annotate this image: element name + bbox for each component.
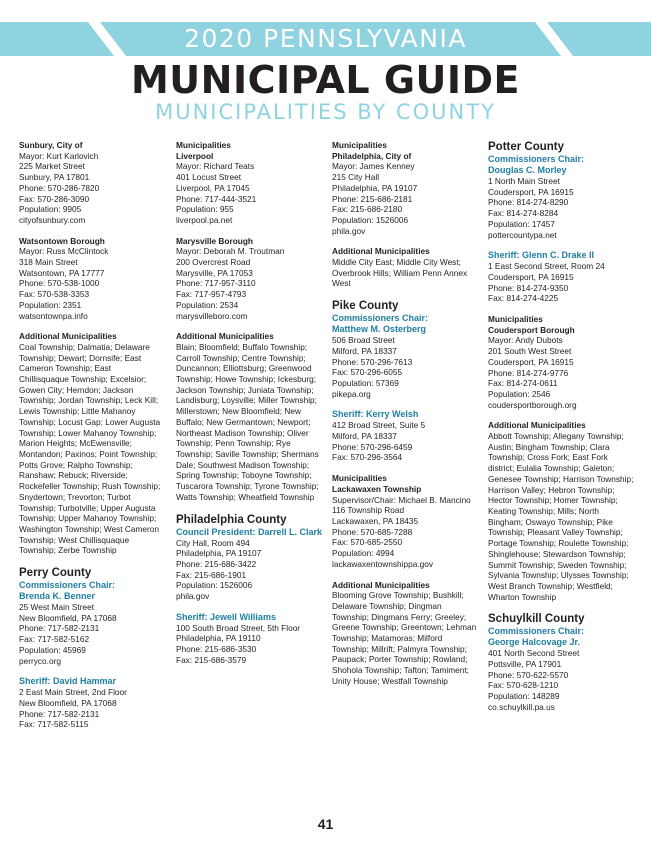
- entry-line: Population: 57369: [332, 377, 399, 388]
- phila-sheriff-entry: [176, 612, 324, 666]
- section-heading: Municipalities: [488, 314, 543, 325]
- chair-name: George Halcovage Jr.: [488, 637, 581, 648]
- entry-line: Fax: 570-685-2550: [332, 537, 403, 548]
- entry-line: Phone: 215-686-3422: [176, 558, 257, 569]
- schuylkill-chair-entry: [488, 626, 636, 712]
- entry-line: Phone: 717-957-3110: [176, 278, 256, 289]
- entry-line: cityofsunbury.com: [19, 214, 86, 225]
- entry-line: Fax: 570-628-1210: [488, 680, 559, 691]
- entry-line: Fax: 570-286-3090: [19, 193, 90, 204]
- potter-sheriff-entry: [488, 250, 636, 304]
- sunbury-entry: [19, 140, 162, 226]
- entry-line: Fax: 814-274-0611: [488, 378, 558, 389]
- entry-line: Phone: 215-686-3530: [176, 644, 257, 655]
- liverpool-entry: [176, 140, 324, 226]
- entry-name: Coudersport Borough: [488, 324, 575, 335]
- county-heading: Potter County: [488, 141, 565, 153]
- chair-label: Commissioners Chair:: [488, 154, 585, 164]
- entry-line: pottercountypa.net: [488, 229, 557, 240]
- section-heading: Additional Municipalities: [176, 331, 274, 342]
- entry-line: Fax: 814-274-4225: [488, 293, 559, 304]
- entry-line: Lackawaxen, PA 18435: [332, 515, 419, 526]
- county-heading: Pike County: [332, 300, 399, 313]
- entry-line: Fax: 717-582-5162: [19, 634, 90, 645]
- entry-line: Phone: 814-274-9776: [488, 367, 569, 378]
- county-heading: Perry County: [19, 567, 92, 580]
- entry-line: Phone: 570-296-6459: [332, 441, 413, 452]
- entry-line: Supervisor/Chair: Michael B. Mancino: [332, 494, 471, 505]
- entry-line: Fax: 215-686-1901: [176, 569, 247, 580]
- municipality-list: Coal Township; Dalmatia; Delaware Township; Dewart; Dornsife; East Cameron Township; East Chillisquaque Township; Excelsior; Gowen City; Herndon; Jackson Township; Jordan Township; Leck Kill; Lewis Township; Little Mahanoy Township; Locust Gap; Lower Augusta Township; Lower Mahanoy Township; Marion Heights; McEwensville; Montandon; Paxinos; Point Township; Potts Grove; Ralpho Township; Ranshaw; Rebuck; Riverside; Rockefeller Township; Rush Township; Snydertown; Trevorton; Turbot Township; Turbotville; Upper Augusta Township; Upper Mahanoy Township; Washington Township; West Cameron Township; West Chillisquaque Township; Zerbe Township: [19, 341, 161, 556]
- chair-label: Commissioners Chair:: [332, 313, 429, 324]
- entry-line: Milford, PA 18337: [332, 345, 397, 356]
- entry-line: Fax: 717-957-4793: [176, 289, 247, 300]
- entry-line: New Bloomfield, PA 17068: [19, 697, 117, 708]
- entry-name: Philadelphia, City of: [332, 150, 412, 161]
- column-4: [488, 140, 636, 723]
- section-heading: Municipalities: [176, 140, 231, 150]
- page-number: 41: [317, 816, 334, 832]
- entry-name: Marysville Borough: [176, 235, 253, 246]
- entry-line: Population: 17457: [488, 218, 555, 229]
- county-heading: Philadelphia County: [176, 513, 287, 526]
- entry-line: Watsontown, PA 17777: [19, 267, 105, 278]
- entry-line: Population: 1526006: [176, 580, 253, 591]
- entry-line: 412 Broad Street, Suite 5: [332, 420, 426, 431]
- entry-line: Coudersport, PA 16915: [488, 271, 574, 282]
- entry-line: Mayor: Deborah M. Troutman: [176, 246, 285, 257]
- entry-line: Milford, PA 18337: [332, 431, 397, 442]
- entry-line: pikepa.org: [332, 388, 371, 399]
- entry-line: 1 East Second Street, Room 24: [488, 261, 605, 272]
- county-heading: Schuylkill County: [488, 613, 585, 626]
- entry-line: Population: 148289: [488, 691, 560, 702]
- entry-line: liverpool.pa.net: [176, 214, 233, 225]
- entry-line: Phone: 814-274-9350: [488, 282, 569, 293]
- philadelphia-city-entry: [332, 140, 480, 236]
- entry-line: Mayor: Richard Teats: [176, 161, 255, 172]
- entry-line: 506 Broad Street: [332, 335, 395, 346]
- entry-line: phila.gov: [332, 225, 366, 236]
- entry-line: Phone: 717-582-2131: [19, 708, 100, 719]
- entry-line: Mayor: Kurt Karlovich: [19, 150, 99, 161]
- entry-line: Sunbury, PA 17801: [19, 172, 90, 183]
- entry-line: Mayor: James Kenney: [332, 161, 415, 172]
- pike-sheriff-entry: [332, 409, 480, 463]
- entry-line: Philadelphia, PA 19107: [332, 182, 418, 193]
- marysville-entry: [176, 236, 324, 322]
- chair-name: Matthew M. Osterberg: [332, 324, 427, 335]
- entry-line: 215 City Hall: [332, 172, 380, 183]
- sheriff-name: Sheriff: Jewell Williams: [176, 611, 276, 622]
- entry-line: 200 Overcrest Road: [176, 257, 251, 268]
- entry-line: Population: 2534: [176, 299, 239, 310]
- phila-chair-entry: [176, 527, 324, 602]
- municipality-list: Blooming Grove Township; Bushkill; Delaware Township; Dingman Township; Dingmans Ferry; Greeley; Greene Township; Greentown; Lehman Township; Matamoras; Milford Township; Millrift; Palmyra Township; Paupack; Porter Township; Rowland; Shohola Township; Tafton; Tamiment; Unity House; Westfall Township: [332, 590, 477, 686]
- entry-line: Phone: 570-296-7613: [332, 356, 413, 367]
- additional-municipalities: [332, 580, 480, 687]
- entry-line: Mayor: Andy Dubots: [488, 335, 563, 346]
- entry-line: Mayor: Russ McClintock: [19, 246, 109, 257]
- entry-line: Population: 2351: [19, 299, 82, 310]
- municipality-list: Middle City East; Middle City West; Overbrook Hills; William Penn Annex West: [332, 257, 468, 289]
- additional-municipalities: [332, 246, 480, 289]
- sheriff-name: Sheriff: Kerry Welsh: [332, 409, 419, 420]
- chair-label: Council President: Darrell L. Clark: [176, 526, 323, 537]
- entry-line: Phone: 570-685-7288: [332, 526, 413, 537]
- entry-line: 100 South Broad Street, 5th Floor: [176, 622, 301, 633]
- entry-line: 2 East Main Street, 2nd Floor: [19, 687, 127, 698]
- municipality-list: Abbott Township; Allegany Township; Austin; Bingham Township; Clara Township; Cross Fork; East Fork district; Eulalia Township; Galeton; Genesee Township; Harrison Township; Harrison Valley; Hebron Township; Hector Township; Homer Township; Keating Township; Mills; North Bingham; Oswayo Township; Pike Township; Pleasant Valley Township; Portage Township; Roulette Township; Shinglehouse; Stewardson Township; Summit Township; Sweden Township; Sylvania Township; Ulysses Township; West Branch Township; Westfield; Wharton Township: [488, 431, 634, 602]
- entry-line: Phone: 570-538-1000: [19, 278, 100, 289]
- entry-line: Fax: 814-274-8284: [488, 208, 559, 219]
- entry-line: 401 Locust Street: [176, 172, 242, 183]
- entry-line: coudersportborough.org: [488, 399, 577, 410]
- section-heading: Municipalities: [332, 473, 387, 484]
- banner-text: 2020 PENNSLYVANIA: [184, 24, 467, 53]
- chair-name: Brenda K. Benner: [19, 591, 96, 602]
- perry-chair-entry: [19, 580, 162, 666]
- entry-name: Sunbury, City of: [19, 140, 83, 150]
- chair-name: Douglas C. Morley: [488, 165, 567, 175]
- entry-line: Phone: 215-686-2181: [332, 193, 413, 204]
- section-heading: Additional Municipalities: [488, 420, 586, 431]
- entry-line: Philadelphia, PA 19107: [176, 548, 262, 559]
- municipality-list: Blain; Bloomfield; Buffalo Township; Carroll Township; Centre Township; Duncannon; Elliottsburg; Greenwood Township; Howe Township; Ickesburg; Jackson Township; Juniata Township; Landisburg; Loysville; Miller Township; Millerstown; New Bloomfield; New Buffalo; New Germantown; Newport; Northeast Madison Township; Oliver Township; Penn Township; Rye Township; Saville Township; Shermans Dale; Southwest Madison Township; Spring Township; Toboyne Township; Tuscarora Township; Tyrone Township; Watts Township; Wheatfield Township: [176, 341, 319, 502]
- entry-line: Population: 2546: [488, 388, 551, 399]
- entry-line: Fax: 570-538-3353: [19, 289, 90, 300]
- section-heading: Additional Municipalities: [332, 246, 430, 257]
- section-heading: Additional Municipalities: [19, 331, 117, 342]
- section-heading: Municipalities: [332, 140, 387, 150]
- entry-line: Fax: 215-686-3579: [176, 654, 247, 665]
- entry-line: perryco.org: [19, 655, 61, 666]
- entry-line: lackawaxentownshippa.gov: [332, 558, 434, 569]
- entry-line: Phone: 717-444-3521: [176, 193, 257, 204]
- potter-chair-entry: [488, 154, 636, 240]
- entry-line: Fax: 215-686-2180: [332, 204, 403, 215]
- entry-line: Coudersport, PA 16915: [488, 186, 574, 197]
- entry-line: Coudersport, PA 16915: [488, 356, 574, 367]
- title-banner: [0, 22, 651, 56]
- entry-line: Fax: 570-296-6055: [332, 367, 403, 378]
- sheriff-name: Sheriff: David Hammar: [19, 676, 117, 687]
- entry-line: 401 North Second Street: [488, 648, 580, 659]
- additional-municipalities: [176, 331, 324, 502]
- entry-line: 116 Township Road: [332, 505, 405, 516]
- page-subtitle: MUNICIPALITIES BY COUNTY: [155, 100, 496, 124]
- entry-line: Liverpool, PA 17045: [176, 182, 250, 193]
- entry-line: Phone: 717-582-2131: [19, 623, 100, 634]
- additional-municipalities: [488, 420, 636, 602]
- entry-name: Liverpool: [176, 150, 214, 161]
- entry-name: Watsontown Borough: [19, 235, 105, 246]
- lackawaxen-entry: [332, 473, 480, 569]
- entry-line: 1 North Main Street: [488, 176, 560, 186]
- entry-name: Lackawaxen Township: [332, 483, 422, 494]
- pike-chair-entry: [332, 313, 480, 399]
- chair-label: Commissioners Chair:: [19, 580, 116, 591]
- entry-line: Population: 955: [176, 204, 234, 215]
- column-2: [176, 140, 324, 676]
- entry-line: Pottsville, PA 17901: [488, 659, 562, 670]
- entry-line: 225 Market Street: [19, 161, 85, 172]
- entry-line: Fax: 570-296-3564: [332, 452, 403, 463]
- entry-line: Marysville, PA 17053: [176, 267, 253, 278]
- coudersport-entry: [488, 314, 636, 410]
- entry-line: Population: 45969: [19, 644, 86, 655]
- entry-line: Population: 9905: [19, 204, 82, 215]
- entry-line: Philadelphia, PA 19110: [176, 633, 261, 644]
- entry-line: Population: 4994: [332, 548, 395, 559]
- entry-line: watsontownpa.info: [19, 310, 88, 321]
- additional-municipalities: [19, 331, 162, 556]
- entry-line: City Hall, Room 494: [176, 537, 250, 548]
- entry-line: 25 West Main Street: [19, 602, 95, 613]
- section-heading: Additional Municipalities: [332, 579, 430, 590]
- page-title: MUNICIPAL GUIDE: [130, 58, 521, 102]
- sheriff-name: Sheriff: Glenn C. Drake II: [488, 250, 595, 261]
- entry-line: Population: 1526006: [332, 214, 409, 225]
- entry-line: 318 Main Street: [19, 257, 78, 268]
- entry-line: Fax: 717-582-5115: [19, 719, 89, 730]
- entry-line: Phone: 814-274-8290: [488, 197, 569, 208]
- entry-line: New Bloomfield, PA 17068: [19, 612, 117, 623]
- entry-line: marysvilleboro.com: [176, 310, 248, 321]
- column-3: [332, 140, 480, 697]
- entry-line: 201 South West Street: [488, 346, 572, 357]
- entry-line: Phone: 570-286-7820: [19, 182, 100, 193]
- entry-line: Phone: 570-622-5570: [488, 669, 569, 680]
- perry-sheriff-entry: [19, 676, 162, 730]
- entry-line: co.schuylkill.pa.us: [488, 701, 555, 712]
- column-1: [19, 140, 162, 740]
- chair-label: Commissioners Chair:: [488, 626, 585, 637]
- watsontown-entry: [19, 236, 162, 322]
- entry-line: phila.gov: [176, 591, 210, 602]
